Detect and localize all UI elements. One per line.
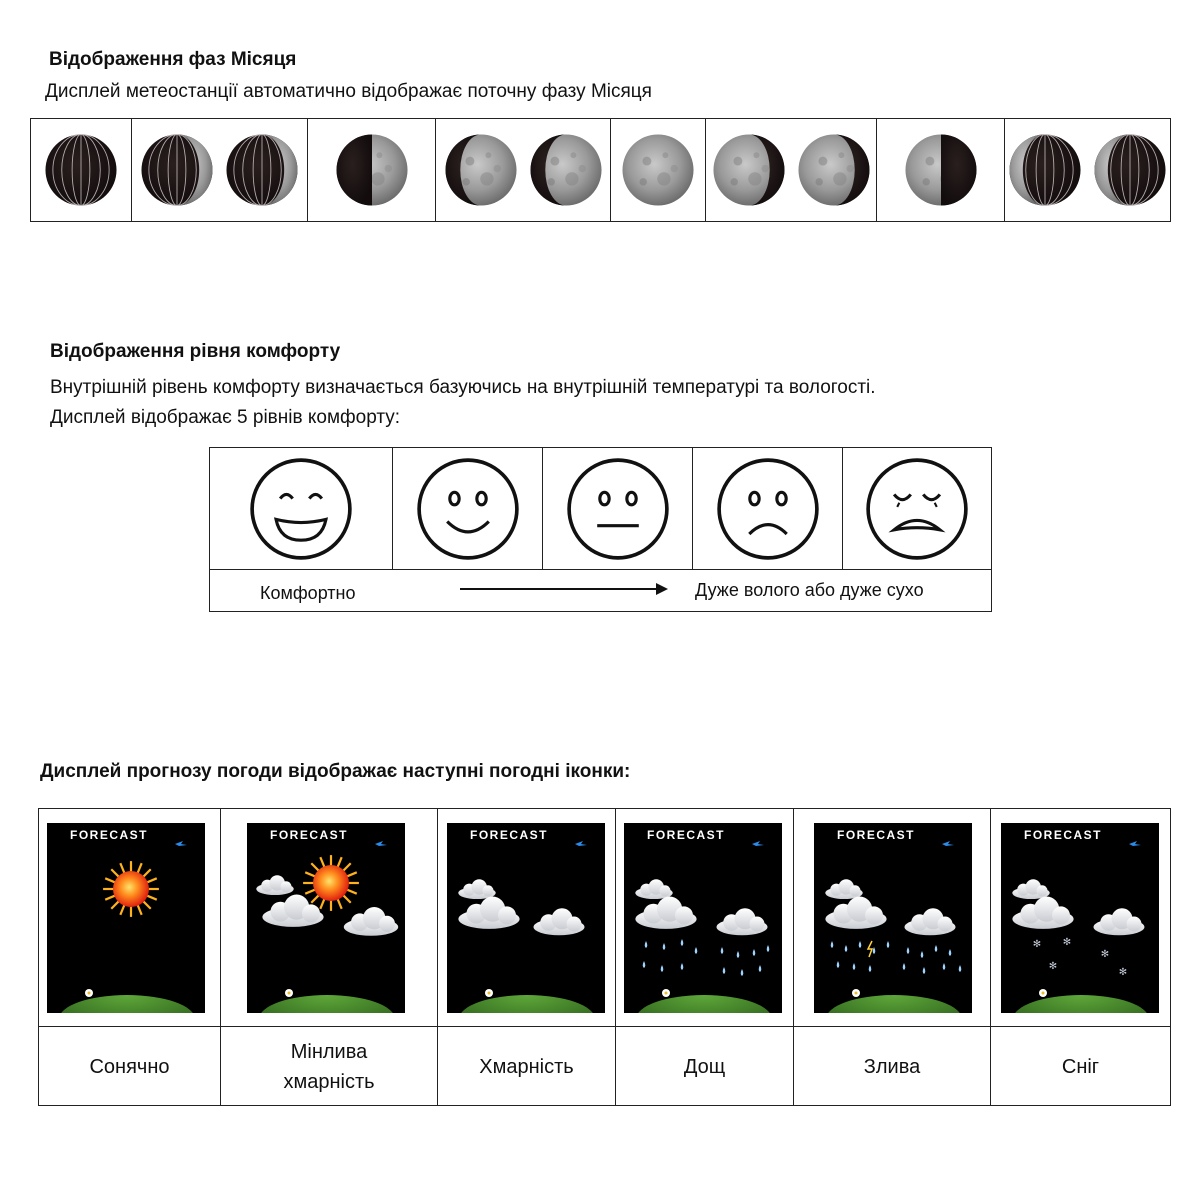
- forecast-screen-art: [1001, 823, 1159, 1013]
- waxing-crescent-icon: [140, 133, 214, 207]
- forecast-column: [221, 809, 438, 1105]
- forecast-label: Мінлива хмарність: [283, 1041, 375, 1093]
- moon-phase-cell: [706, 119, 877, 221]
- comfort-face-row: [210, 448, 991, 570]
- waning-crescent-icon: [1008, 133, 1082, 207]
- laughing-face-icon: [249, 457, 353, 561]
- svg-text:FORECAST: FORECAST: [470, 828, 548, 842]
- frowning-face-icon: [716, 457, 820, 561]
- rain-icon: [624, 823, 782, 1013]
- last-quarter-icon: [904, 133, 978, 207]
- comfort-level-table: [209, 447, 992, 612]
- moon-phase-cell: [1005, 119, 1170, 221]
- moon-phase-cell: [308, 119, 436, 221]
- forecast-section-title: Дисплей прогнозу погоди відображає наступні погодні іконки:: [40, 761, 631, 782]
- forecast-column: [39, 809, 221, 1105]
- comfort-label-left: Комфортно: [260, 583, 356, 603]
- waning-crescent-icon: [1093, 133, 1167, 207]
- moon-phase-cell: [31, 119, 132, 221]
- comfort-arrow: [460, 581, 670, 597]
- forecast-label: Дощ: [683, 1056, 726, 1078]
- forecast-image-cell: [221, 809, 437, 1027]
- svg-text:FORECAST: FORECAST: [270, 828, 348, 842]
- comfort-description-line1: Внутрішній рівень комфорту визначається базуючись на внутрішній температурі та вологості.: [50, 377, 876, 398]
- svg-text:✻: ✻: [1100, 949, 1110, 960]
- forecast-icon-table: [38, 808, 1171, 1106]
- new-moon-icon: [44, 133, 118, 207]
- cloudy-icon: [447, 823, 605, 1013]
- forecast-screen-art: [247, 823, 405, 1013]
- forecast-image-cell: [794, 809, 990, 1027]
- comfort-face-cell: [693, 448, 843, 569]
- forecast-screen-art: [47, 823, 205, 1013]
- forecast-label: Сніг: [1061, 1056, 1100, 1078]
- uncomfortable-face-icon: [865, 457, 969, 561]
- heavy-rain-icon: [814, 823, 972, 1013]
- forecast-column: [794, 809, 991, 1105]
- sunny-icon: [47, 823, 205, 1013]
- moon-section-subtitle: Дисплей метеостанції автоматично відображає поточну фазу Місяця: [45, 81, 652, 102]
- forecast-image-cell: [991, 809, 1170, 1027]
- snow-icon: [1001, 823, 1159, 1013]
- moon-phase-cell: [877, 119, 1005, 221]
- forecast-label: Злива: [863, 1056, 921, 1078]
- waning-gibbous-icon: [712, 133, 786, 207]
- forecast-column: [438, 809, 616, 1105]
- svg-text:FORECAST: FORECAST: [70, 828, 148, 842]
- svg-text:✻: ✻: [1062, 937, 1072, 948]
- waxing-gibbous-icon: [529, 133, 603, 207]
- forecast-image-cell: [39, 809, 220, 1027]
- comfort-description-line2: Дисплей відображає 5 рівнів комфорту:: [50, 407, 401, 428]
- svg-text:✻: ✻: [1032, 939, 1042, 950]
- svg-text:FORECAST: FORECAST: [837, 828, 915, 842]
- waning-gibbous-icon: [797, 133, 871, 207]
- partly-cloudy-icon: [247, 823, 405, 1013]
- comfort-face-cell: [543, 448, 693, 569]
- comfort-label-right: Дуже волого або дуже сухо: [695, 580, 924, 600]
- neutral-face-icon: [566, 457, 670, 561]
- first-quarter-icon: [335, 133, 409, 207]
- moon-phase-cell: [436, 119, 611, 221]
- forecast-image-cell: [438, 809, 615, 1027]
- svg-text:✻: ✻: [1118, 967, 1128, 978]
- svg-text:FORECAST: FORECAST: [1024, 828, 1102, 842]
- forecast-screen-art: [814, 823, 972, 1013]
- moon-section-title: Відображення фаз Місяця: [49, 49, 297, 70]
- forecast-column: [991, 809, 1170, 1105]
- svg-text:✻: ✻: [1048, 961, 1058, 972]
- moon-phase-cell: [132, 119, 308, 221]
- forecast-screen-art: [624, 823, 782, 1013]
- waxing-gibbous-icon: [444, 133, 518, 207]
- comfort-face-cell: [393, 448, 543, 569]
- forecast-image-cell: [616, 809, 793, 1027]
- svg-text:FORECAST: FORECAST: [647, 828, 725, 842]
- moon-phase-table: [30, 118, 1171, 222]
- full-moon-icon: [621, 133, 695, 207]
- comfort-section-title: Відображення рівня комфорту: [50, 341, 341, 362]
- forecast-label: Хмарність: [479, 1056, 574, 1078]
- forecast-label: Сонячно: [89, 1056, 170, 1078]
- waxing-crescent-icon: [225, 133, 299, 207]
- forecast-column: [616, 809, 794, 1105]
- smiling-face-icon: [416, 457, 520, 561]
- forecast-screen-art: [447, 823, 605, 1013]
- comfort-face-cell: [210, 448, 393, 569]
- moon-phase-cell: [611, 119, 706, 221]
- comfort-face-cell: [843, 448, 991, 569]
